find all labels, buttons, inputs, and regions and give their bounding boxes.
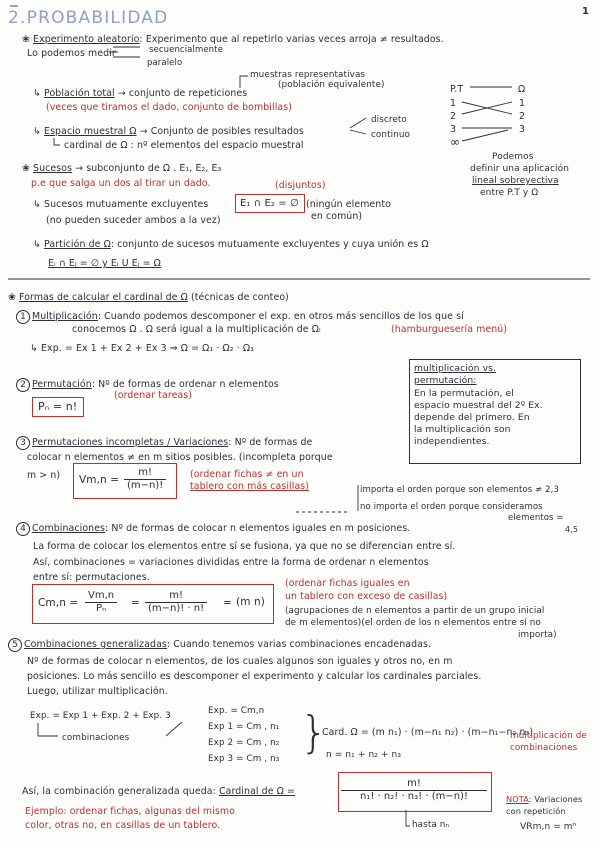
note-line: En la permutación, el: [414, 388, 514, 399]
permutacion-def: : Nº de formas de ordenar n elementos: [91, 379, 279, 390]
generalizadas-hasta: hasta nₙ: [412, 820, 450, 830]
muestras-arrow: [240, 76, 248, 88]
poblacion-muestras: muestras representativas: [250, 70, 366, 80]
number-circle: 5: [8, 638, 22, 652]
multiplicacion-def: : Cuando podemos descomponer el exp. en otros más sencillos de los que sí: [97, 311, 464, 322]
permutacion-term: Permutación: [32, 379, 92, 390]
generalizadas-exp: Exp. = Exp 1 + Exp. 2 + Exp. 3: [30, 711, 171, 721]
variaciones-importa: importa el orden porque son elementos ≠ 2,3: [360, 485, 559, 495]
generalizadas-card: Card. Ω = (m n₁) · (m−n₁ n₂) · (m−n₁−n₂ n₃): [322, 727, 534, 738]
experimento-paralelo: paralelo: [147, 58, 183, 68]
nota2-l2: con repetición: [506, 806, 566, 816]
equals-sign: =: [223, 597, 232, 609]
espacio-def: → Conjunto de posibles resultados: [139, 126, 304, 137]
generalizadas-term: Combinaciones generalizadas: [24, 639, 167, 650]
note-line: espacio muestral del 2º Ex.: [414, 400, 543, 411]
combinaciones-ex1: (ordenar fichas iguales en: [285, 578, 410, 589]
permutacion-formula: Pₙ = n!: [38, 400, 78, 413]
sucesos-disjuntos: (disjuntos): [275, 180, 326, 191]
particion-def: : conjunto de sucesos mutuamente excluyentes y cuya unión es Ω: [110, 239, 429, 250]
arrow-icon: ↳: [33, 88, 45, 99]
bullet-icon: ❀: [22, 34, 34, 45]
mapping-arrow-inf: [462, 130, 508, 141]
asi-text: Así, la combinación generalizada queda:: [22, 786, 216, 797]
espacio-term: Espacio muestral Ω: [44, 126, 137, 137]
experimento-secuencial: secuencialmente: [149, 45, 223, 55]
espacio-discreto: discreto: [371, 115, 407, 125]
fraction-denominator: (m−n)!: [127, 480, 164, 491]
bullet-icon: ❀: [8, 292, 20, 303]
fraction-denominator: Pₙ: [96, 603, 107, 614]
mapping-left-header: P.T: [450, 84, 464, 95]
variaciones-no-importa: no importa el orden porque consideramos: [360, 502, 543, 512]
note-line: la multiplicación son: [414, 424, 511, 435]
espacio-continuo: continuo: [371, 130, 411, 140]
note-line: depende del primero. En: [414, 412, 530, 423]
brace-icon: }: [300, 707, 329, 758]
mapping-right-2: 2: [519, 111, 526, 122]
arrow-icon: ↳: [33, 239, 45, 250]
sucesos-def: → subconjunto de Ω . E₁, E₂, E₃: [75, 163, 222, 174]
poblacion-example: (veces que tiramos el dado, conjunto de bombillas): [46, 102, 292, 113]
bullet-icon: ❀: [22, 163, 34, 174]
sucesos-comun: en común): [311, 211, 363, 222]
sucesos-example: p.e que salga un dos al tirar un dado.: [31, 178, 211, 189]
variaciones-line2: colocar n elementos ≠ en m sitios posibles. (incompleta porque: [27, 452, 333, 463]
combinaciones-lhs: Cm,n =: [38, 597, 79, 609]
multiplicacion-term: Multiplicación: [32, 311, 98, 322]
generalizadas-ej1: Ejemplo: ordenar fichas, algunas del mismo: [25, 806, 235, 817]
poblacion-equiv: (población equivalente): [278, 80, 385, 90]
cardinal-label: Cardinal de Ω =: [218, 786, 295, 797]
formas-tecnicas: (técnicas de conteo): [190, 292, 289, 303]
combinaciones-agr3: importa): [518, 630, 557, 640]
hasta-arrow: [406, 810, 410, 826]
variaciones-def: : Nº de formas de: [228, 437, 313, 448]
experimento-def: : Experimento que al repetirlo varias veces arroja ≠ resultados.: [139, 34, 444, 45]
generalizadas-combinaciones: combinaciones: [62, 733, 130, 743]
combinaciones-binom: (m n): [236, 596, 265, 608]
mapping-right-1: 1: [519, 98, 526, 109]
generalizadas-list-item: Exp 3 = Cm , n₃: [208, 754, 280, 764]
number-circle: 4: [16, 522, 30, 536]
variaciones-cond: m > n): [27, 470, 61, 481]
combinaciones-def: : Nº de formas de colocar n elementos iguales en m posiciones.: [105, 523, 411, 534]
generalizadas-list-item: Exp 2 = Cm , n₂: [208, 738, 280, 748]
mapping-arrows: [462, 87, 512, 128]
medir-branches: [109, 47, 140, 57]
nota2-l1: : Variaciones: [528, 794, 583, 804]
nota2-formula: VRm,n = mⁿ: [520, 822, 577, 832]
variaciones-ex2: tablero con más casillas): [190, 481, 310, 492]
exp-arrows: [38, 722, 182, 736]
cardinal-arrow: [54, 138, 60, 145]
note-line: independientes.: [414, 436, 490, 447]
combinaciones-agr2: de m elementos)(el orden de los n elementos entre sí no: [285, 618, 541, 628]
sucesos-excl-term: Sucesos mutuamente excluyentes: [44, 199, 209, 210]
combinaciones-line2: La forma de colocar los elementos entre sí se fusiona, ya que no se diferencian entre sí.: [33, 541, 456, 552]
poblacion-term: Población total: [44, 88, 115, 99]
combinaciones-line4: entre sí: permutaciones.: [33, 572, 150, 583]
mapping-left-inf: ∞: [450, 135, 461, 149]
nota2-title: NOTA: [506, 794, 529, 804]
generalizadas-mult: multiplicación de: [510, 731, 587, 741]
generalizadas-line2: Nº de formas de colocar n elementos, de los cuales algunos son iguales y otros no, en m: [27, 656, 453, 667]
note-line: multiplicación vs.: [414, 363, 497, 374]
variaciones-lhs: Vm,n =: [79, 474, 120, 486]
fraction-denominator: (m−n)! · n!: [148, 603, 205, 614]
excl-formula: E₁ ∩ E₂ = ∅: [240, 198, 299, 209]
generalizadas-def: : Cuando tenemos varias combinaciones encadenadas.: [166, 639, 432, 650]
experimento-line2: Lo podemos medir: [27, 48, 116, 59]
experimento-term: Experimento aleatorio: [33, 34, 140, 45]
equals-sign: =: [131, 597, 140, 609]
generalizadas-list-item: Exp 1 = Cm , n₁: [208, 722, 280, 732]
generalizadas-line4: Luego, utilizar multiplicación.: [27, 686, 168, 697]
multiplicacion-example: (hamburguesería menú): [391, 324, 508, 335]
multiplicacion-line2: conocemos Ω . Ω será igual a la multiplicación de Ωᵢ: [72, 324, 321, 335]
particion-formula: Eᵢ ∩ Eⱼ = ∅ y Eᵢ U Eⱼ = Ω: [48, 258, 161, 269]
mapping-left-2: 2: [450, 111, 457, 122]
combinaciones-agr1: (agrupaciones de n elementos a partir de un grupo inicial: [285, 606, 545, 616]
combinaciones-line3: Así, combinaciones = variaciones divididas entre la forma de ordenar n elementos: [33, 557, 429, 568]
formas-term: Formas de calcular el cardinal de Ω: [19, 292, 188, 303]
variaciones-term: Permutaciones incompletas / Variaciones: [32, 437, 229, 448]
mapping-note-1: Podemos: [492, 152, 534, 162]
generalizadas-n-sum: n = n₁ + n₂ + n₃: [326, 750, 402, 760]
combinaciones-term: Combinaciones: [32, 523, 106, 534]
mapping-right-3: 3: [519, 124, 526, 135]
number-circle: 1: [16, 310, 30, 324]
arrow-icon: ↳: [33, 199, 45, 210]
mapping-left-1: 1: [450, 98, 457, 109]
mapping-note-4: entre P.T y Ω: [480, 188, 539, 198]
number-circle: 2: [16, 378, 30, 392]
variaciones-elementos: elementos =: [508, 513, 564, 523]
fraction-numerator: Vm,n: [85, 590, 117, 603]
note-line: permutación:: [414, 375, 477, 386]
combinaciones-ex2: un tablero con exceso de casillas): [285, 591, 448, 602]
generalizadas-list-item: Exp. = Cm,n: [208, 706, 265, 716]
permutacion-example: (ordenar tareas): [114, 390, 193, 401]
mapping-note-2: definir una aplicación: [470, 164, 570, 174]
mapping-right-header: Ω: [518, 84, 526, 95]
generalizadas-mult2: combinaciones: [510, 743, 578, 753]
page-number: 1: [582, 6, 590, 17]
mapping-left-3: 3: [450, 124, 457, 135]
generalizadas-line3: posiciones. Lo más sencillo es descomponer el experimento y calcular los cardinales parciales.: [27, 671, 482, 682]
mapping-note-3: lineal sobreyectiva: [472, 176, 559, 186]
page-title: 2.PROBABILIDAD: [8, 8, 169, 28]
poblacion-def: → conjunto de repeticiones: [117, 88, 248, 99]
multiplicacion-formula: ↳ Exp. = Ex 1 + Ex 2 + Ex 3 ⇒ Ω = Ω₁ · Ω₂ · Ω₃: [30, 343, 254, 354]
fraction-numerator: m!: [145, 590, 207, 603]
espacio-cardinal: cardinal de Ω : nº elementos del espacio muestral: [64, 140, 304, 151]
arrow-icon: ↳: [33, 126, 45, 137]
fraction-numerator: m!: [341, 778, 487, 791]
variaciones-ex1: (ordenar fichas ≠ en un: [190, 469, 304, 480]
sucesos-term: Sucesos: [33, 163, 73, 174]
sucesos-ningun: (ningún elemento: [306, 199, 391, 210]
variaciones-ref: 4,5: [565, 525, 579, 534]
fraction-numerator: m!: [124, 467, 166, 480]
particion-term: Partición de Ω: [44, 239, 111, 250]
sucesos-no-pueden: (no pueden suceder ambos a la vez): [46, 215, 221, 226]
fraction-denominator: n₁! · n₂! · n₃! · (m−n)!: [360, 791, 468, 802]
generalizadas-ej2: color, otras no, en casillas de un tablero.: [25, 820, 221, 831]
discreto-branches: [350, 118, 366, 134]
number-circle: 3: [16, 436, 30, 450]
